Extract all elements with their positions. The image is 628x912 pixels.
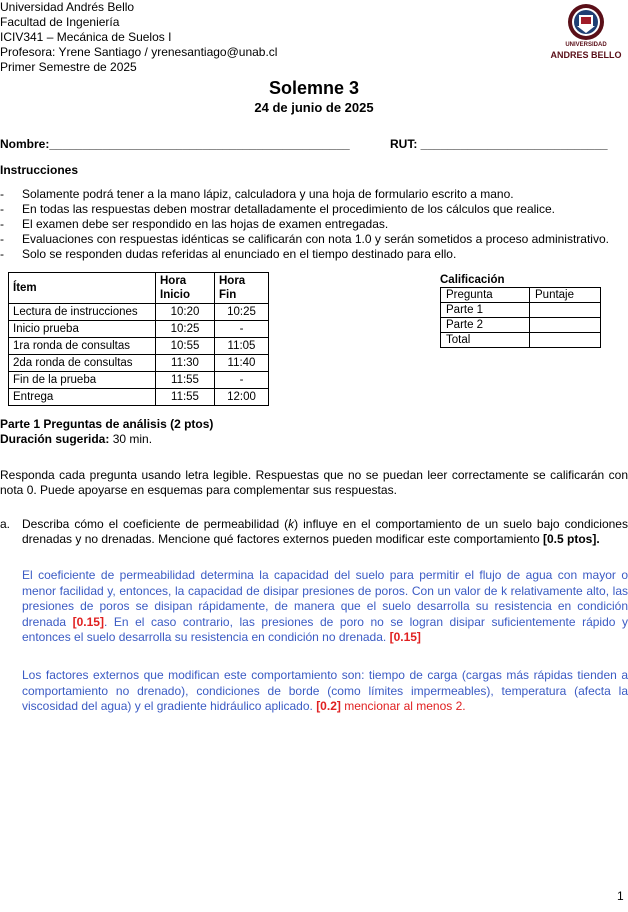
grading-header-score: Puntaje — [530, 288, 601, 303]
name-line: _____________________________________________ — [49, 137, 350, 151]
faculty-name: Facultad de Ingeniería — [0, 15, 120, 29]
schedule-table — [8, 272, 269, 406]
logo-text-top: UNIVERSIDAD — [565, 42, 607, 48]
table-row: 1ra ronda de consultas 10:55 11:05 — [9, 338, 269, 355]
university-logo — [548, 2, 624, 64]
table-row: Entrega 11:55 12:00 — [9, 389, 269, 406]
rut-label: RUT: — [390, 137, 418, 151]
question-a-marker: a. — [0, 517, 11, 531]
grading-table — [440, 287, 601, 348]
name-field[interactable] — [0, 137, 350, 152]
score-mark: [0.15] — [389, 630, 421, 644]
instruction-item: - Solamente podrá tener a la mano lápiz, calculadora y una hoja de formulario escrito a mano. — [0, 187, 514, 201]
duration-value: 30 min. — [109, 432, 153, 446]
table-row: Total — [441, 333, 601, 348]
score-cell[interactable] — [530, 303, 601, 318]
rut-field[interactable] — [390, 137, 608, 152]
question-a-text: Describa cómo el coeficiente de permeabilidad (k) influye en el comportamiento de un suelo bajo condiciones drenadas y no drenadas. Mencione qué factores externos pueden modificar este comportamiento [0.5 ptos]. — [22, 517, 628, 546]
answer-paragraph-2: Los factores externos que modifican este comportamiento son: tiempo de carga (cargas más rápidas tienden a comportamiento no drenado), condiciones de borde (como límites impermeables), temperatura (afecta la viscosidad del agua) y el gradiente hidráulico aplicado. [0.2] mencionar al menos 2. — [22, 668, 628, 713]
table-row: Inicio prueba 10:25 - — [9, 321, 269, 338]
schedule-header-start: Hora Inicio — [156, 273, 215, 304]
grading-title: Calificación — [440, 274, 505, 286]
part1-title: Parte 1 Preguntas de análisis (2 ptos) — [0, 417, 214, 431]
professor-info: Profesora: Yrene Santiago / yrenesantiago@unab.cl — [0, 45, 278, 59]
score-cell[interactable] — [530, 318, 601, 333]
page-number: 1 — [617, 889, 624, 903]
semester: Primer Semestre de 2025 — [0, 60, 137, 74]
instruction-item: - Solo se responden dudas referidas al enunciado en el tiempo destinado para ello. — [0, 247, 457, 261]
course-name: ICIV341 – Mecánica de Suelos I — [0, 30, 172, 44]
answer-paragraph-1: El coeficiente de permeabilidad determina la capacidad del suelo para permitir el flujo de agua con mayor o menor facilidad y, entonces, la capacidad de disipar presiones de poros. Con un valor de k relativamente alto, las presiones de poros se disipan rápidamente, de manera que el suelo desarrolla su resistencia en condición drenada [0.15]. En el caso contrario, las presiones de poro no se logran disipar suficientemente rápido y entonces el suelo desarrolla su resistencia en condición no drenada. [0.15] — [22, 568, 628, 644]
grading-header-row — [441, 288, 601, 303]
instruction-item: - Evaluaciones con respuestas idénticas se calificarán con nota 1.0 y serán sometidos a proceso administrativo. — [0, 232, 609, 246]
part1-intro: Responda cada pregunta usando letra legible. Respuestas que no se puedan leer correctamente se calificarán con nota 0. Puede apoyarse en esquemas para complementar sus respuestas. — [0, 468, 628, 497]
schedule-header-end: Hora Fin — [215, 273, 269, 304]
score-mark: [0.15] — [72, 614, 104, 629]
exam-title: Solemne 3 — [268, 78, 360, 98]
table-row: Lectura de instrucciones 10:20 10:25 — [9, 304, 269, 321]
instruction-item: - El examen debe ser respondido en las hojas de examen entregadas. — [0, 217, 389, 231]
logo-text-bottom: ANDRES BELLO — [550, 50, 622, 60]
instruction-item: - En todas las respuestas deben mostrar detalladamente el procedimiento de los cálculos que realice. — [0, 202, 555, 216]
duration-label: Duración sugerida: — [0, 432, 110, 446]
table-row: 2da ronda de consultas 11:30 11:40 — [9, 355, 269, 372]
university-name: Universidad Andrés Bello — [0, 0, 135, 14]
instructions-heading: Instrucciones — [0, 163, 79, 177]
table-row: Parte 1 — [441, 303, 601, 318]
question-a-points: [0.5 ptos]. — [542, 532, 600, 546]
part1-duration — [0, 432, 152, 447]
instructions-list — [0, 187, 628, 262]
grader-note: mencionar al menos 2. — [340, 699, 466, 713]
grading-header-question: Pregunta — [441, 288, 530, 303]
score-cell[interactable] — [530, 333, 601, 348]
table-row: Fin de la prueba 11:55 - — [9, 372, 269, 389]
schedule-header-item: Ítem — [9, 273, 156, 304]
rut-line: ____________________________ — [420, 137, 608, 151]
exam-date: 24 de junio de 2025 — [254, 100, 374, 115]
schedule-header-row — [9, 273, 269, 304]
score-mark: [0.2] — [316, 699, 341, 713]
name-label: Nombre: — [0, 137, 50, 151]
table-row: Parte 2 — [441, 318, 601, 333]
